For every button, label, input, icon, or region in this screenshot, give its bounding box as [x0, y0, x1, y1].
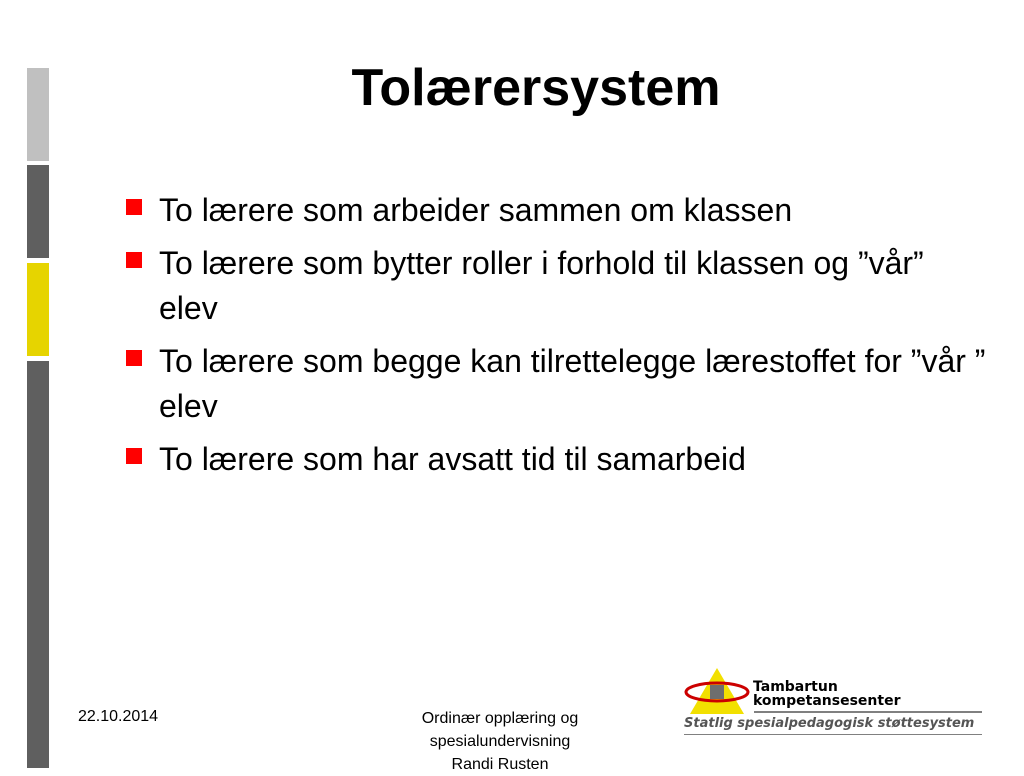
logo-tagline: Statlig spesialpedagogisk støttesystem: [684, 716, 975, 731]
tambartun-logo: [682, 666, 986, 738]
bullet-item: [126, 188, 986, 233]
red-square-icon: [126, 199, 142, 215]
red-square-icon: [126, 252, 142, 268]
footer-line: Randi Rusten: [451, 756, 549, 773]
logo-divider: [754, 711, 982, 713]
bullet-item: [126, 241, 986, 331]
logo-square: [710, 685, 724, 699]
bullet-item: [126, 437, 986, 482]
red-square-icon: [126, 350, 142, 366]
footer-line: spesialundervisning: [429, 733, 571, 750]
logo-divider-bottom: [684, 734, 982, 735]
logo-name-line1: Tambartun: [753, 679, 838, 695]
bullet-list: [126, 188, 986, 490]
bullet-item: [126, 339, 986, 429]
tambartun-logo-icon: [682, 666, 752, 716]
logo-name-line2: kompetansesenter: [753, 693, 901, 709]
bullet-text: To lærere som begge kan tilrettelegge lærestoffet for ”vår ” elev: [159, 343, 986, 424]
side-bar-dark-upper: [27, 165, 49, 258]
side-bar-dark-lower: [27, 361, 49, 768]
side-bar-yellow: [27, 263, 49, 356]
bullet-text: To lærere som har avsatt tid til samarbeid: [159, 441, 746, 477]
footer-line: Ordinær opplæring og: [421, 710, 579, 727]
footer-date: 22.10.2014: [78, 708, 159, 725]
slide-title: Tolærersystem: [351, 59, 721, 117]
side-bar-light: [27, 68, 49, 161]
footer-course-info: [385, 707, 615, 776]
bullet-text: To lærere som arbeider sammen om klassen: [159, 192, 793, 228]
bullet-text: To lærere som bytter roller i forhold til klassen og ”vår” elev: [159, 245, 924, 326]
red-square-icon: [126, 448, 142, 464]
